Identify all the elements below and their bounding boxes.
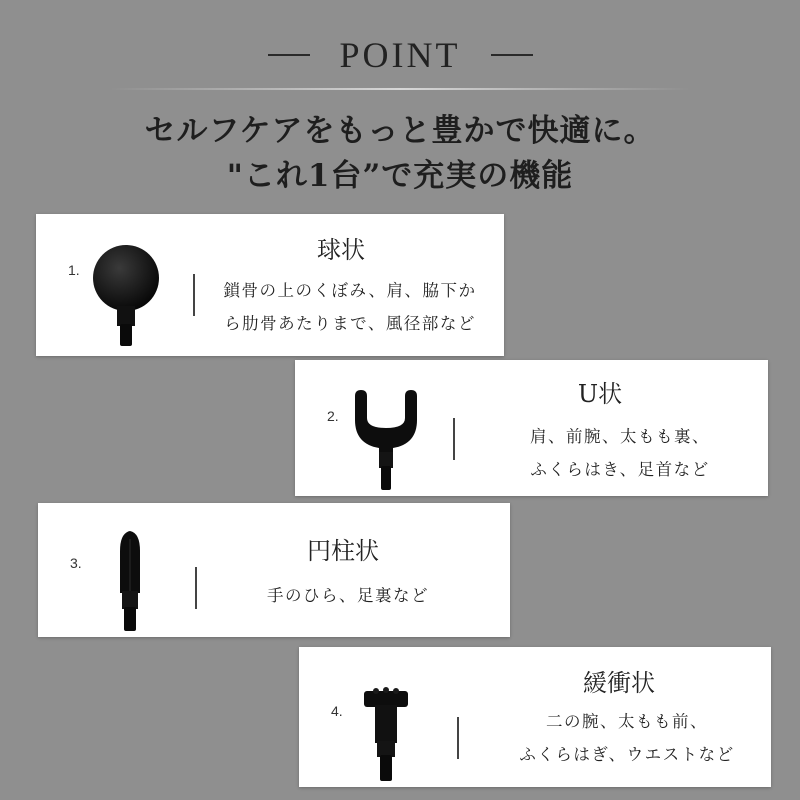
card-description-line-2: ふくらはき、足首など [530, 460, 710, 479]
card-description [204, 274, 496, 340]
feature-card-cushion [299, 647, 771, 787]
u-fork-attachment-icon [349, 388, 423, 492]
card-title: 球状 [317, 236, 365, 264]
card-number: 4. [331, 703, 343, 719]
card-description-line-1: 鎖骨の上のくぼみ、肩、脇下か [223, 281, 477, 300]
card-description-line-1: 二の腕、太もも前、 [546, 712, 708, 731]
card-description-line-2: ふくらはぎ、ウエストなど [519, 745, 735, 764]
card-description [238, 579, 458, 612]
headline-line-1: セルフケアをもっと豊かで快適に。 [144, 113, 656, 149]
card-number: 2. [327, 408, 339, 424]
headline-line-2: "これ1台”で充実の機能 [226, 158, 574, 194]
section-header [0, 30, 800, 80]
card-title: 円柱状 [307, 537, 379, 565]
card-number: 1. [68, 262, 80, 278]
header-divider [110, 88, 690, 90]
card-description [485, 420, 755, 486]
card-title: 緩衝状 [583, 669, 655, 697]
header-dash-left [268, 54, 310, 56]
card-divider [453, 418, 455, 460]
cushion-attachment-icon [361, 687, 411, 783]
card-number: 3. [70, 555, 82, 571]
card-description [485, 705, 769, 771]
feature-card-ball [36, 214, 504, 356]
feature-card-u-fork [295, 360, 768, 496]
card-title: U状 [577, 380, 623, 408]
ball-attachment-icon [92, 240, 162, 350]
header-dash-right [491, 54, 533, 56]
card-divider [193, 274, 195, 316]
feature-card-cylinder [38, 503, 510, 637]
card-description-line-1: 肩、前腕、太もも裏、 [530, 427, 710, 446]
card-divider [195, 567, 197, 609]
card-description-line-2: ら肋骨あたりまで、風径部など [224, 314, 476, 333]
card-description-line-1: 手のひら、足裏など [267, 586, 429, 605]
section-title: POINT [339, 35, 461, 75]
card-divider [457, 717, 459, 759]
bullet-attachment-icon [110, 529, 150, 633]
